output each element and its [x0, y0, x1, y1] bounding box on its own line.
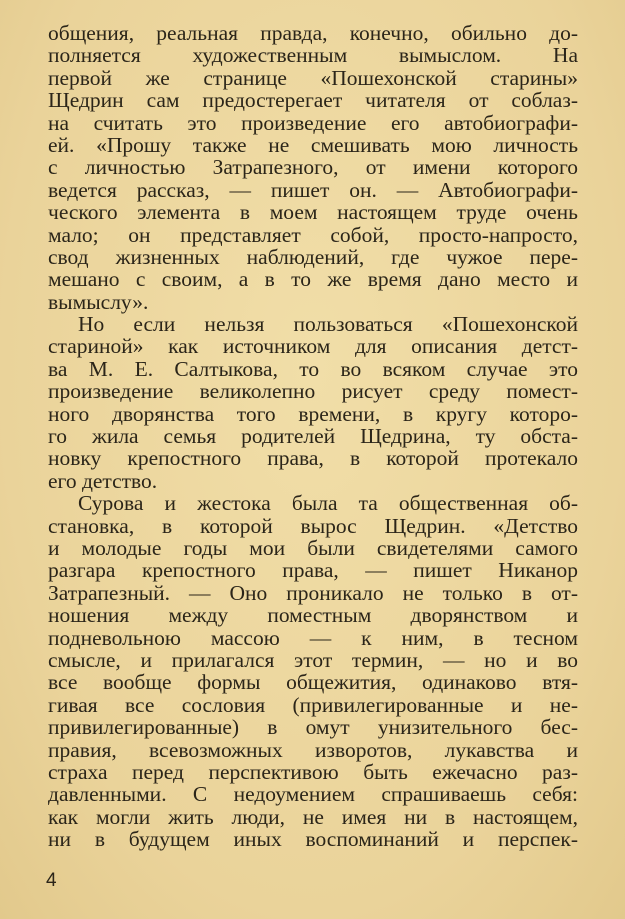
text-line: правия, всевозможных изворотов, лукавства и [48, 737, 578, 762]
page-number: 4 [46, 870, 57, 891]
text-line: смысле, и прилагался этот термин, — но и во [48, 647, 578, 672]
text-line: его детство. [48, 468, 158, 493]
text-line: свод жизненных наблюдений, где чужое пере- [48, 244, 578, 269]
paragraph [48, 313, 578, 492]
text-line: ного дворянства того времени, в кругу которо- [48, 401, 578, 426]
text-line: первой же странице «Пошехонской старины» [48, 65, 578, 90]
text-line: ношения между поместным дворянством и [48, 603, 578, 628]
text-line: ни в будущем иных воспоминаний и перспек- [48, 827, 578, 852]
text-line: привилегированные) в омут унизительного бес- [48, 715, 578, 740]
text-line: гивая все сословия (привилегированные и не- [48, 692, 578, 717]
text-line: вымыслу». [48, 289, 149, 314]
text-line: Затрапезный. — Оно проникало не только в от- [48, 580, 578, 605]
text-line: стариной» как источником для описания детст- [48, 334, 578, 359]
text-line: общения, реальная правда, конечно, обильно до- [48, 21, 578, 45]
text-line: ей. «Прошу также не смешивать мою личность [48, 132, 578, 157]
text-line: мешано с своим, а в то же время дано место и [48, 267, 578, 292]
text-line: мало; он представляет собой, просто-напросто, [48, 222, 578, 247]
text-line: Щедрин сам предостерегает читателя от соблаз- [48, 88, 578, 113]
page-body-text [48, 22, 578, 850]
text-line: разгара крепостного права, — пишет Никанор [48, 558, 578, 583]
text-line: страха перед перспективою быть ежечасно раз- [48, 759, 578, 784]
text-line: произведение великолепно рисует среду помест- [48, 379, 578, 404]
text-line: на считать это произведение его автобиографи- [48, 110, 578, 135]
text-line: ва М. Е. Салтыкова, то во всяком случае это [48, 356, 578, 381]
text-line: давленными. С недоумением спрашиваешь себя: [48, 782, 578, 807]
text-line: подневольною массою — к ним, в тесном [48, 625, 578, 650]
text-line: Сурова и жестока была та общественная об- [78, 491, 578, 516]
paragraph [48, 492, 578, 850]
text-line: полняется художественным вымыслом. На [48, 43, 578, 68]
paragraph [48, 22, 578, 313]
text-line: становка, в которой вырос Щедрин. «Детство [48, 513, 578, 538]
text-line: новку крепостного права, в которой протекало [48, 446, 578, 471]
text-line: ведется рассказ, — пишет он. — Автобиографи- [48, 177, 578, 202]
text-line: го жила семья родителей Щедрина, ту обста- [48, 424, 578, 449]
text-line: Но если нельзя пользоваться «Пошехонской [78, 312, 578, 337]
text-line: и молодые годы мои были свидетелями самого [48, 535, 578, 560]
text-line: ческого элемента в моем настоящем труде очень [48, 200, 578, 225]
text-line: с личностью Затрапезного, от имени которого [48, 155, 578, 180]
text-line: все вообще формы общежития, одинаково втя- [48, 670, 578, 695]
text-line: как могли жить люди, не имея ни в настоящем, [48, 804, 578, 829]
